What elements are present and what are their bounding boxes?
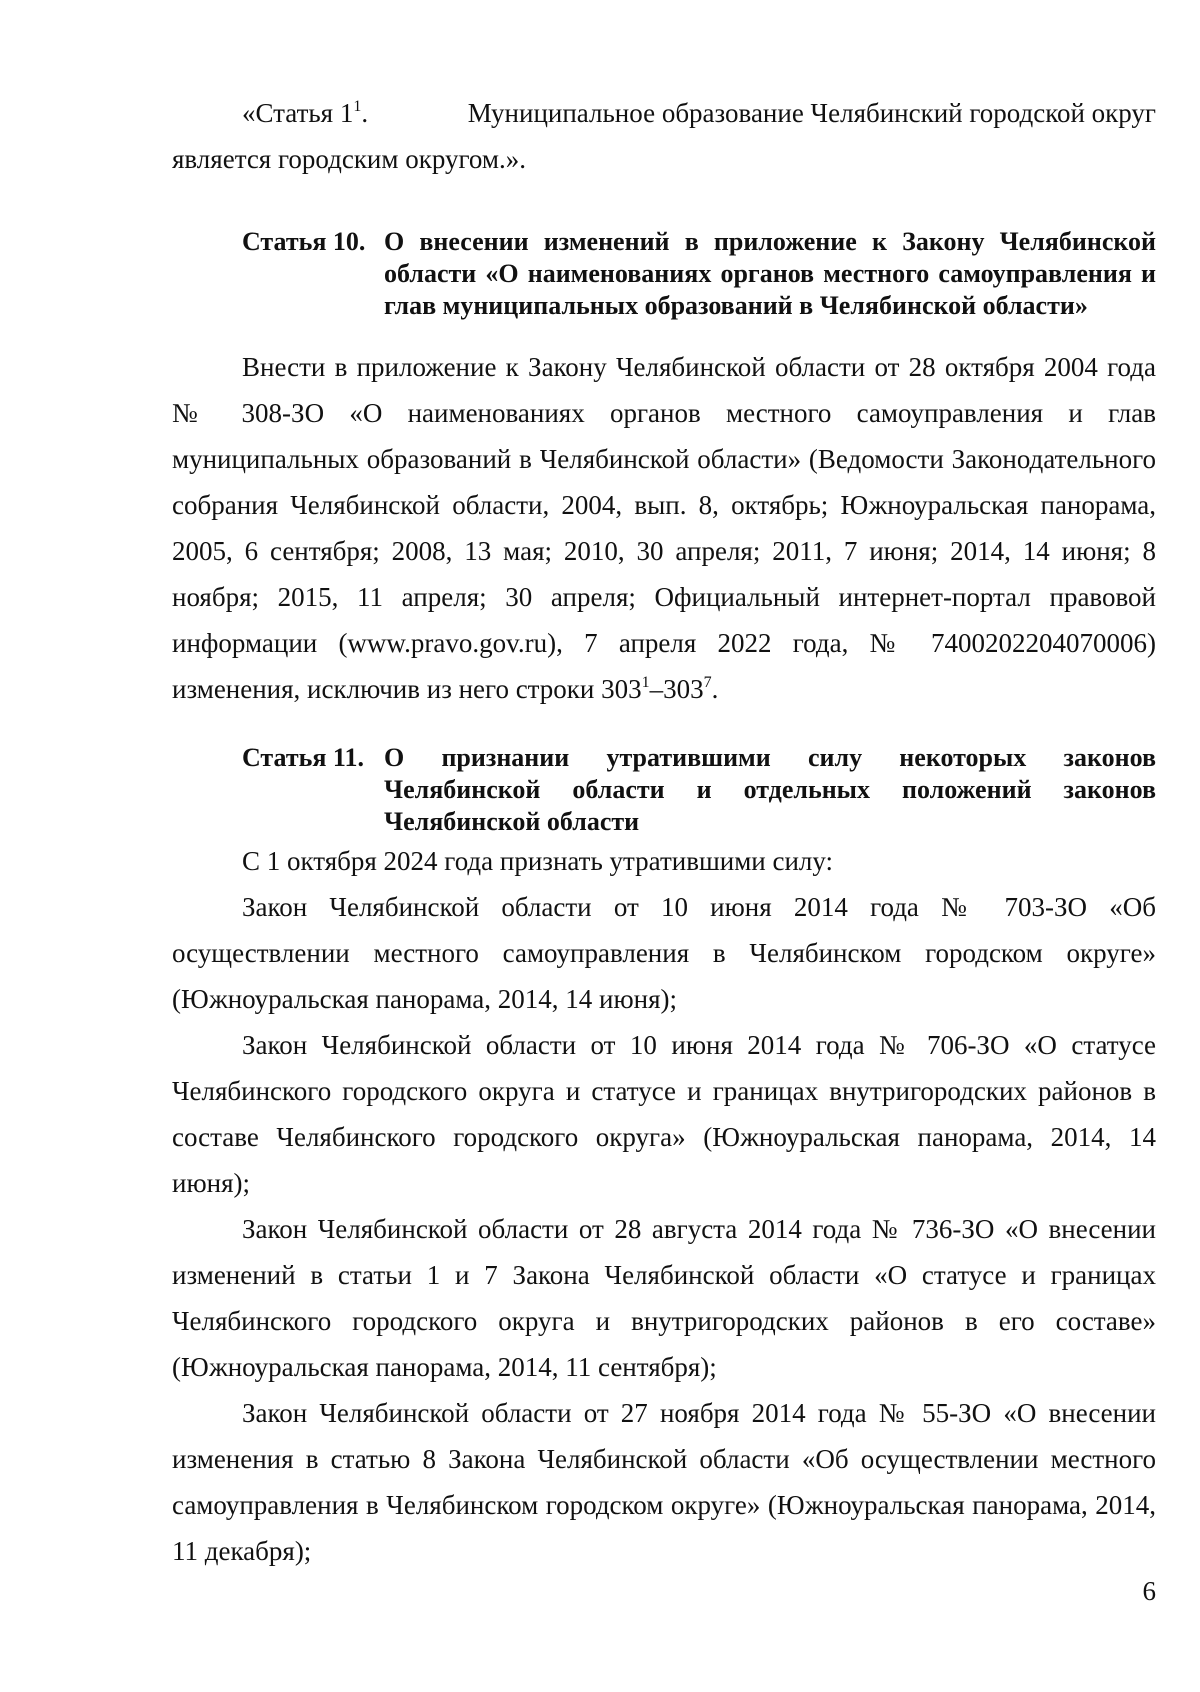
article-11-paragraph: Закон Челябинской области от 10 июня 2014 года № 703-ЗО «Об осуществлении местного самоуправления в Челябинском городском округе» (Южноуральская панорама, 2014, 14 июня); [172, 892, 1156, 1014]
article-10-paragraph: Внести в приложение к Закону Челябинской области от 28 октября 2004 года № 308-ЗО «О наименованиях органов местного самоуправления и глав муниципальных образований в Челябинской области» (Ведомости Законодательного собрания Челябинской области, 2004, вып. 8, октябрь; Южноуральская панорама, 2005, 6 сентября; 2008, 13 мая; 2010, 30 апреля; 2011, 7 июня; 2014, 14 июня; 8 ноября; 2015, 11 апреля; 30 апреля; Официальный интернет-портал правовой информации (www.pravo.gov.ru), 7 апреля 2022 года, № 7400202204070006) изменения, исключив из него строки $303^1-303^7$. [172, 352, 1156, 704]
article-10-title: О внесении изменений в приложение к Закону Челябинской области «О наименованиях органов местного самоуправления и глав муниципальных образований в Челябинской области» [384, 227, 1156, 320]
article-11-paragraph: Закон Челябинской области от 28 августа 2014 года № 736-ЗО «О внесении изменений в статьи 1 и 7 Закона Челябинской области «О статусе и границах Челябинского городского округа и внутригородских районов в его составе» (Южноуральская панорама, 2014, 11 сентября); [172, 1214, 1156, 1382]
intro-block [172, 90, 1156, 182]
article-11-title: О признании утратившими силу некоторых законов Челябинской области и отдельных положений законов Челябинской области [384, 743, 1156, 836]
intro-article-ref: «Статья $1^1$. [242, 98, 369, 128]
article-10-heading [172, 226, 1156, 322]
intro-continuation: является городским округом.». [172, 144, 526, 174]
article-11-heading [172, 742, 1156, 838]
article-11-body [172, 838, 1156, 1574]
article-11-paragraph: Закон Челябинской области от 27 ноября 2014 года № 55-ЗО «О внесении изменения в статью 8 Закона Челябинской области «Об осуществлении местного самоуправления в Челябинском городском округе» (Южноуральская панорама, 2014, 11 декабря); [172, 1398, 1156, 1566]
intro-lead-text: Муниципальное образование Челябинский городской округ [467, 98, 1156, 128]
article-10-number: Статья 10. [242, 227, 366, 256]
article-11-paragraph: С 1 октября 2024 года признать утратившими силу: [242, 846, 834, 876]
intro-lead-line [172, 90, 1156, 136]
article-11-number: Статья 11. [242, 743, 365, 772]
article-10-body [172, 344, 1156, 712]
page-number: 6 [1142, 1576, 1156, 1606]
article-11-paragraph: Закон Челябинской области от 10 июня 2014 года № 706-ЗО «О статусе Челябинского городского округа и статусе и границах внутригородских районов в составе Челябинского городского округа» (Южноуральская панорама, 2014, 14 июня); [172, 1030, 1156, 1198]
